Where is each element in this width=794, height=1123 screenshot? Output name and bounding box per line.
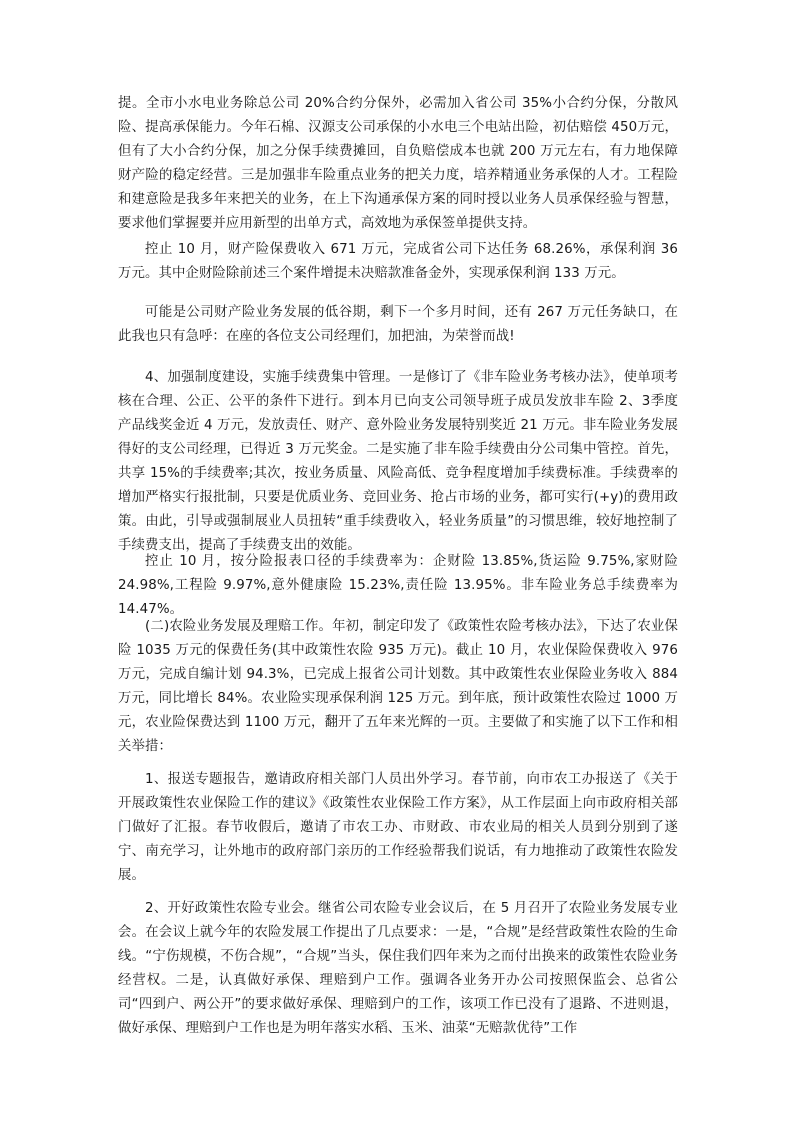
paragraph-special-report: 1、报送专题报告，邀请政府相关部门人员出外学习。春节前，向市农工办报送了《关于开展政策性农业保险工作的建议》《政策性农业保险工作方案》，从工作层面上向市政府相关部门做好了汇报。春节收假后，邀请了市农工办、市财政、市农业局的相关人员到分别到了遂宁、南充学习，让外地市的政府部门亲历的工作经验帮我们说话，有力地推动了政策性农险发展。 xyxy=(118,772,678,883)
paragraph-fee-management: 4、加强制度建设，实施手续费集中管理。一是修订了《非车险业务考核办法》，使单项考核在合理、公正、公平的条件下进行。到本月已向支公司领导班子成员发放非车险 2、3季度产品线奖金近 4 万元，发放责任、财产、意外险业务发展特别奖近 21 万元。非车险业务发展得好的支公司经理，已得近 3 万元奖金。二是实施了非车险手续费由分公司集中管控。首先，共享 15%的手续费率;其次，按业务质量、风险高低、竞争程度增加手续费标准。手续费率的增加严格实行报批制，只要是优质业务、竞回业务、抢占市场的业务，都可实行(+y)的费用政策。由此，引导或强制展业人员扭转“重手续费收入，轻业务质量”的习惯思维，较好地控制了手续费支出，提高了手续费支出的效能。 xyxy=(118,370,678,553)
paragraph-agri-meeting: 2、开好政策性农险专业会。继省公司农险专业会议后，在 5 月召开了农险业务发展专业会。在会议上就今年的农险发展工作提出了几点要求：一是，“合规”是经营政策性农险的生命线。“宁伤规模，不伤合规”，“合规”当头，保住我们四年来为之而付出换来的政策性农险业务经营权。二是，认真做好承保、理赔到户工作。强调各业务开办公司按照保监会、总省公司“四到户、两公开”的要求做好承保、理赔到户的工作，该项工作已没有了退路、不进则退，做好承保、理赔到户工作也是为明年落实水稻、玉米、油菜“无赔款优待”工作 xyxy=(118,901,678,1036)
paragraph-fee-rates: 控止 10 月，按分险报表口径的手续费率为：企财险 13.85%,货运险 9.75%,家财险 24.98%,工程险 9.97%,意外健康险 15.23%,责任险 13.95%。非车险业务总手续费率为 14.47%。 xyxy=(118,554,678,617)
paragraph-property-premium-summary: 控止 10 月，财产险保费收入 671 万元，完成省公司下达任务 68.26%，承保利润 36 万元。其中企财险除前述三个案件增提未决赔款准备金外，实现承保利润 133 万元。 xyxy=(118,242,678,281)
paragraph-task-gap-appeal: 可能是公司财产险业务发展的低谷期，剩下一个多月时间，还有 267 万元任务缺口，在此我也只有急呼：在座的各位支公司经理们，加把油，为荣誉而战! xyxy=(118,305,678,344)
paragraph-hydropower-reinsurance: 提。全市小水电业务除总公司 20%合约分保外，必需加入省公司 35%小合约分保，分散风险、提高承保能力。今年石棉、汉源支公司承保的小水电三个电站出险，初估赔偿 450万元，但有了大小合约分保，加之分保手续费摊回，自负赔偿成本也就 200 万元左右，有力地保障财产险的稳定经营。三是加强非车险重点业务的把关力度，培养精通业务承保的人才。工程险和建意险是我多年来把关的业务，在上下沟通承保方案的同时授以业务人员承保经验与智慧，要求他们掌握要并应用新型的出单方式，高效地为承保签单提供支持。 xyxy=(118,96,678,231)
paragraph-agri-insurance: (二)农险业务发展及理赔工作。年初，制定印发了《政策性农险考核办法》，下达了农业保险 1035 万元的保费任务(其中政策性农险 935 万元)。截止 10 月，农业保险保费收入 976 万元，完成自编计划 94.3%，已完成上报省公司计划数。其中政策性农业保险业务收入 884 万元，同比增长 84%。农业险实现承保利润 125 万元。到年底，预计政策性农险过 1000 万元，农业险保费达到 1100 万元，翻开了五年来光辉的一页。主要做了和实施了以下工作和相关举措： xyxy=(118,619,678,754)
